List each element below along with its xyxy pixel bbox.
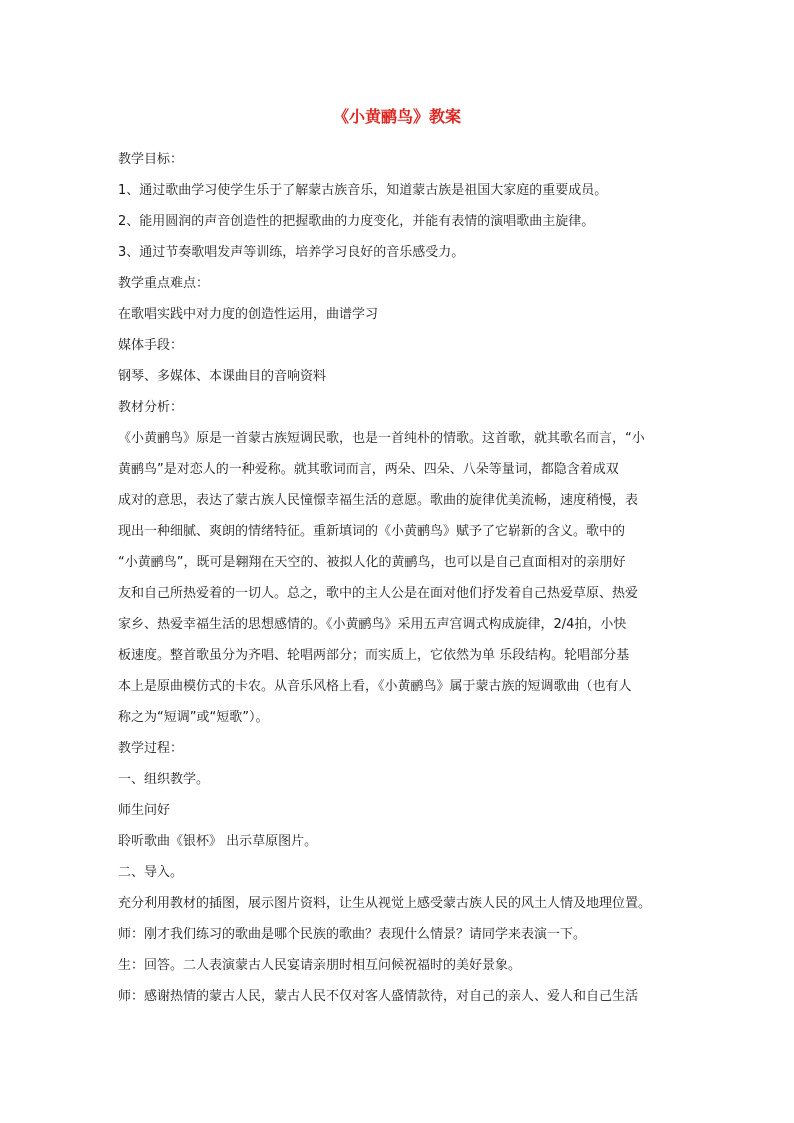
analysis-line: 成对的意思，表达了蒙古族人民憧憬幸福生活的意愿。歌曲的旋律优美流畅，速度稍慢，表 xyxy=(118,493,639,508)
paragraph-process-heading: 教学过程： xyxy=(118,741,184,756)
paragraph-listening: 聆听歌曲《银杯》 出示草原图片。 xyxy=(118,834,318,849)
paragraph-greeting: 师生问好 xyxy=(118,803,171,818)
paragraph-teacher-question: 师：刚才我们练习的歌曲是哪个民族的歌曲？表现什么情景？请同学来表演一下。 xyxy=(118,927,587,942)
analysis-line: 《小黄鹂鸟》原是一首蒙古族短调民歌，也是一首纯朴的情歌。这首歌，就其歌名而言，“小 xyxy=(118,431,645,446)
paragraph-illustration: 充分利用教材的插图，展示图片资料，让生从视觉上感受蒙古族人民的风土人情及地理位置。 xyxy=(118,896,652,911)
analysis-line: 友和自己所热爱着的一切人。总之，歌中的主人公是在面对他们抒发着自己热爱草原、热爱 xyxy=(118,586,639,601)
paragraph-objective-1: 1、通过歌曲学习使学生乐于了解蒙古族音乐，知道蒙古族是祖国大家庭的重要成员。 xyxy=(118,183,608,198)
analysis-line: “小黄鹂鸟”，既可是翱翔在天空的、被拟人化的黄鹂鸟，也可以是自己直面相对的亲朋好 xyxy=(118,555,626,570)
paragraph-objective-2: 2、能用圆润的声音创造性的把握歌曲的力度变化，并能有表情的演唱歌曲主旋律。 xyxy=(118,214,595,229)
paragraph-analysis xyxy=(118,423,678,733)
paragraph-media-heading: 媒体手段： xyxy=(118,338,184,353)
paragraph-key-points-heading: 教学重点难点： xyxy=(118,276,210,291)
paragraph-media: 钢琴、多媒体、本课曲目的音响资料 xyxy=(118,369,327,384)
analysis-line: 黄鹂鸟”是对恋人的一种爱称。就其歌词而言，两朵、四朵、八朵等量词，都隐含着成双 xyxy=(118,462,619,477)
paragraph-objective-3: 3、通过节奏歌唱发声等训练，培养学习良好的音乐感受力。 xyxy=(118,245,465,260)
analysis-line: 本上是原曲模仿式的卡农。从音乐风格上看，《小黄鹂鸟》属于蒙古族的短调歌曲（也有人 xyxy=(118,679,632,694)
paragraph-student-answer: 生：回答。二人表演蒙古人民宴请亲朋时相互问候祝福时的美好景象。 xyxy=(118,958,522,973)
paragraph-step-1: 一、组织教学。 xyxy=(118,772,210,787)
paragraph-teacher-remark: 师：感谢热情的蒙古人民，蒙古人民不仅对客人盛情款待，对自己的亲人、爱人和自己生活 xyxy=(118,989,639,1004)
paragraph-analysis-heading: 教材分析： xyxy=(118,400,184,415)
analysis-line: 板速度。整首歌虽分为齐唱、轮唱两部分；而实质上，它依然为单 乐段结构。轮唱部分基 xyxy=(118,648,630,663)
paragraph-step-2: 二、导入。 xyxy=(118,865,184,880)
analysis-line: 称之为“短调”或“短歌”）。 xyxy=(118,710,269,725)
paragraph-objectives-heading: 教学目标： xyxy=(118,152,184,167)
paragraph-key-points: 在歌唱实践中对力度的创造性运用，曲谱学习 xyxy=(118,307,379,322)
document-body xyxy=(118,144,678,1012)
analysis-line: 家乡、热爱幸福生活的思想感情的。《小黄鹂鸟》采用五声宫调式构成旋律，2/4拍，小快 xyxy=(118,617,627,632)
document-title: 《小黄鹂鸟》教案 xyxy=(332,107,461,126)
analysis-line: 现出一种细腻、爽朗的情绪特征。重新填词的《小黄鹂鸟》赋予了它崭新的含义。歌中的 xyxy=(118,524,626,539)
